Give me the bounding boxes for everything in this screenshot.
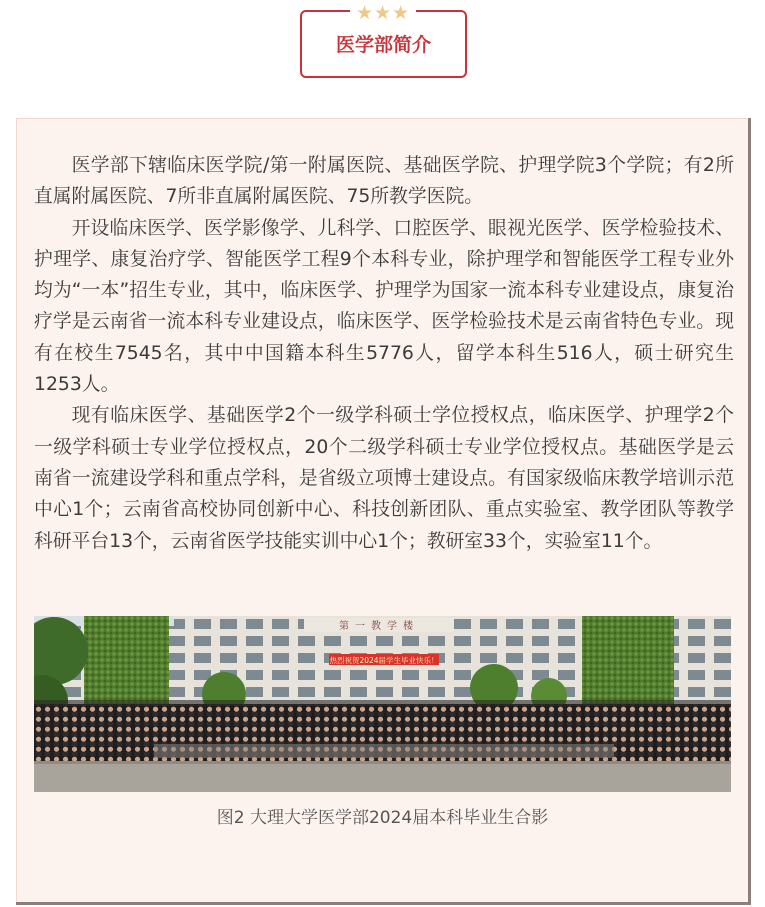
- congratulation-banner: 热烈祝贺2024届学生毕业快乐！: [329, 656, 439, 665]
- paragraph-faculty-structure: 医学部下辖临床医学院/第一附属医院、基础医学院、护理学院3个学院；有2所直属附属医院、7所非直属附属医院、75所教学医院。: [34, 155, 734, 208]
- paragraph-degree-programs: 现有临床医学、基础医学2个一级学科硕士学位授权点，临床医学、护理学2个一级学科硕士专业学位授权点，20个二级学科硕士专业学位授权点。基础医学是云南省一流建设学科和重点学科，是省级立项博士建设点。有国家级临床教学培训示范中心1个；云南省高校协同创新中心、科技创新团队、重点实验室、教学团队等教学科研平台13个，云南省医学技能实训中心1个；教研室33个，实验室11个。: [34, 405, 734, 552]
- panel-shadow: [16, 902, 751, 905]
- paragraph-majors: 开设临床医学、医学影像学、儿科学、口腔医学、眼视光医学、医学检验技术、护理学、康复治疗学、智能医学工程9个本科专业，除护理学和智能医学工程专业外均为“一本”招生专业，其中，临床医学、护理学为国家一流本科专业建设点，康复治疗学是云南省一流本科专业建设点，临床医学、医学检验技术是云南省特色专业。现有在校生7545名，其中中国籍本科生5776人，留学本科生516人，硕士研究生1253人。: [34, 217, 734, 396]
- article-body: [34, 150, 734, 557]
- decorative-stars-icon: ★★★: [350, 2, 416, 24]
- section-title: 医学部简介: [335, 34, 431, 56]
- graduation-group-photo: [34, 616, 731, 792]
- panel-shadow: [748, 118, 751, 905]
- building-sign: 第一教学楼: [339, 621, 419, 632]
- photo-caption: 图2 大理大学医学部2024届本科毕业生合影: [216, 808, 549, 828]
